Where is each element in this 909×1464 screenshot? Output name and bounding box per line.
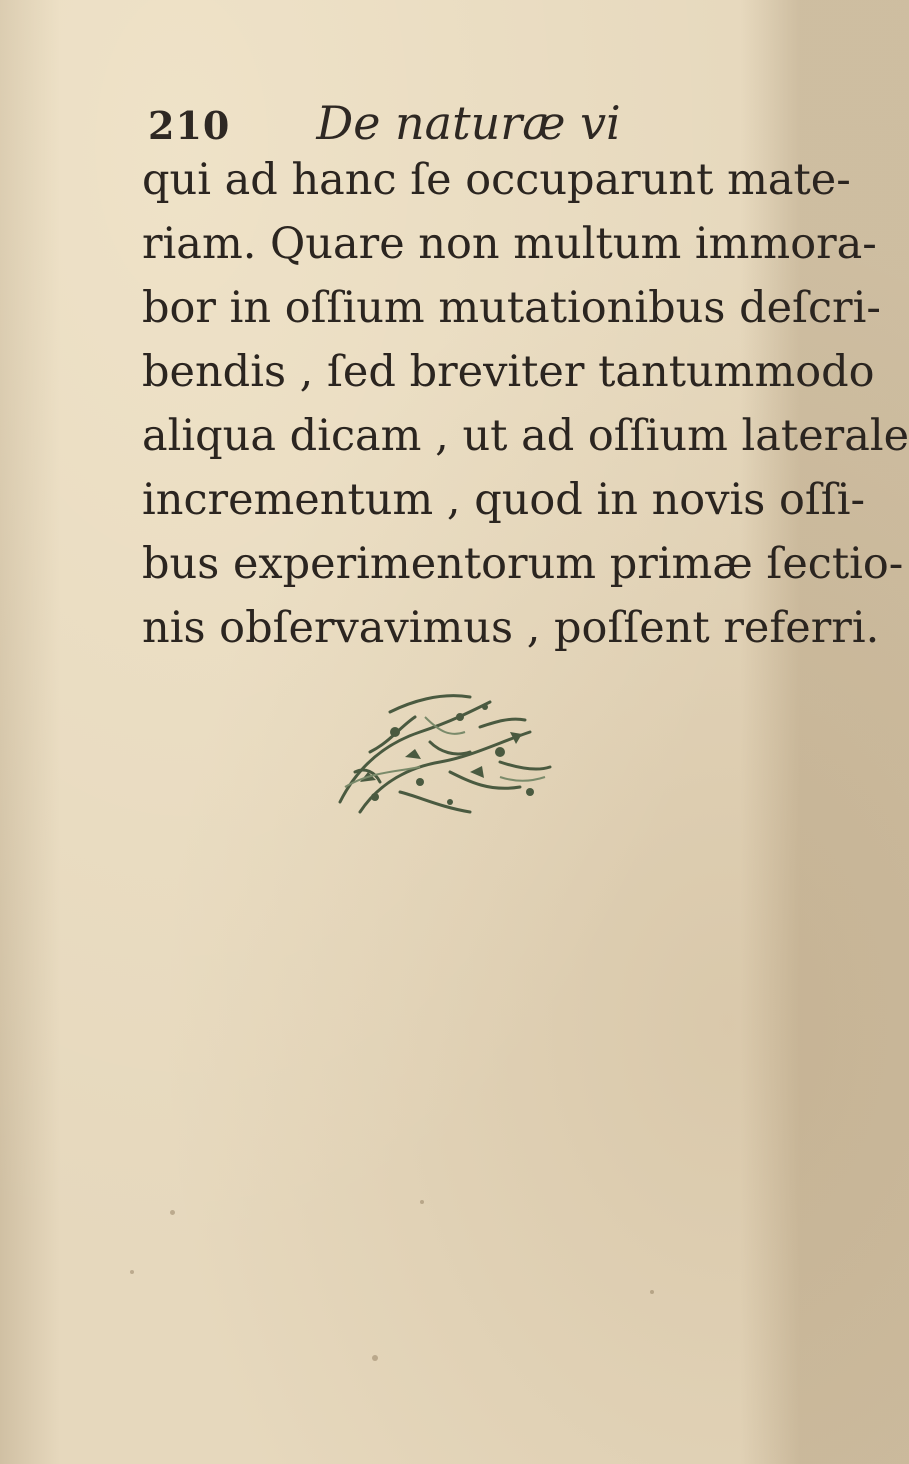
paper-stain: [420, 1200, 424, 1204]
text-line: nis obſervavimus , poſſent referri.: [142, 603, 880, 653]
paper-stain: [650, 1290, 654, 1294]
page-header: [148, 96, 708, 150]
floral-tailpiece-ornament-icon: [300, 672, 590, 832]
body-paragraph: [142, 148, 909, 660]
text-line: bus experimentorum primæ ſectio-: [142, 539, 904, 589]
text-line: bor in oſſium mutationibus deſcri-: [142, 283, 881, 333]
text-line: riam. Quare non multum immora-: [142, 219, 877, 269]
paper-stain: [372, 1355, 378, 1361]
text-line: incrementum , quod in novis oſſi-: [142, 475, 865, 525]
text-line: qui ad hanc ſe occuparunt mate-: [142, 155, 851, 205]
paper-stain: [170, 1210, 175, 1215]
text-line: bendis , ſed breviter tantummodo: [142, 347, 875, 397]
text-line: aliqua dicam , ut ad oſſium laterale: [142, 411, 909, 461]
paper-stain: [130, 1270, 134, 1274]
page-number: 210: [148, 103, 231, 148]
running-title: De naturæ vi: [316, 96, 621, 150]
